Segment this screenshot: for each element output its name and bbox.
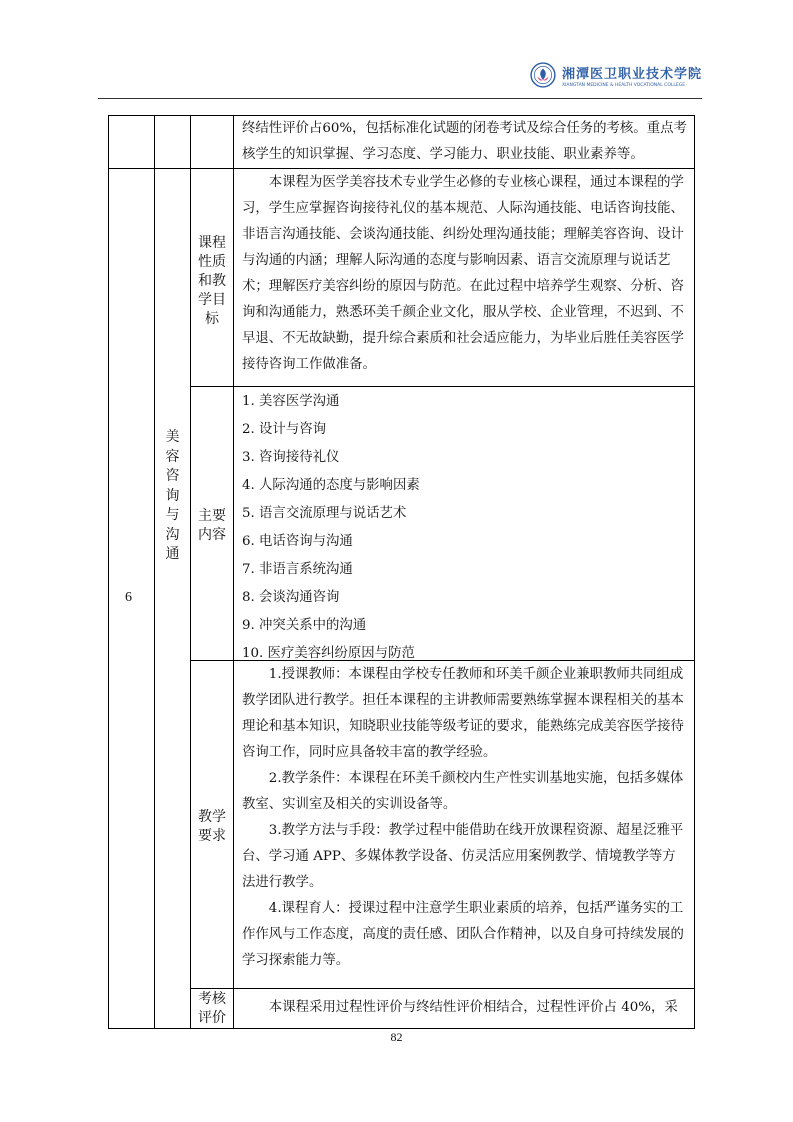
course-number: 6 [125,590,132,605]
requirements-paragraph: 4.课程育人：授课过程中注意学生职业素质的培养，包括严谨务实的工作作风与工作态度，高度的责任感、团队合作精神，以及自身可持续发展的学习探索能力等。 [242,901,684,968]
nature-label-line: 性质 [198,254,226,270]
evaluation-label-line: 考核 [198,991,226,1007]
nature-label-line: 课程 [198,235,226,251]
course-name-char: 沟 [165,526,180,543]
page-number: 82 [390,1030,403,1044]
requirements-label-line: 教学 [198,809,226,825]
nature-label-line: 标 [205,311,219,327]
list-item: 7. 非语言系统沟通 [242,562,353,577]
header-divider [98,98,702,99]
list-item: 6. 电话咨询与沟通 [242,534,353,549]
requirements-label-line: 要求 [198,828,226,844]
evaluation-label [190,990,234,1028]
nature-label [190,234,234,329]
content-label [190,507,234,545]
course-name-char: 咨 [165,468,180,484]
evaluation-text: 本课程采用过程性评价与终结性评价相结合，过程性评价占 40%，采 [268,1000,678,1015]
requirements-label [190,808,234,846]
school-name-cn: 湘潭医卫职业技术学院 [561,66,702,82]
list-item: 9. 冲突关系中的沟通 [242,618,367,633]
course-name-char: 通 [165,546,180,562]
table-cell-top-label [190,115,234,169]
course-name-cell [154,168,191,1029]
course-name-char: 与 [165,507,180,523]
course-name-char: 询 [165,487,180,504]
content-label-line: 内容 [198,527,226,543]
course-name [154,428,191,565]
nature-label-line: 和教 [198,273,226,289]
school-name-en: XIANGTAN MEDICINE & HEALTH VOCATIONAL COLLEGE [561,82,686,88]
requirements-paragraph: 2.教学条件：本课程在环美千颜校内生产性实训基地实施，包括多媒体教室、实训室及相关的实训设备等。 [242,771,684,812]
evaluation-label-line: 评价 [198,1010,226,1026]
list-item: 2. 设计与咨询 [242,422,326,437]
list-item: 5. 语言交流原理与说话艺术 [242,506,407,521]
nature-label-line: 学目 [198,292,226,308]
list-item: 10. 医疗美容纠纷原因与防范 [242,646,415,661]
list-item: 1. 美容医学沟通 [242,394,340,409]
table-cell-top-name [154,115,191,169]
requirements-paragraph: 1.授课教师：本课程由学校专任教师和环美千颜企业兼职教师共同组成教学团队进行教学。担任本课程的主讲教师需要熟练掌握本课程相关的基本理论和基本知识，知晓职业技能等级考证的要求，能熟练完成美容医学接待咨询工作，同时应具备较丰富的教学经验。 [242,667,684,760]
nature-text: 本课程为医学美容技术专业学生必修的专业核心课程，通过本课程的学习，学生应掌握咨询接待礼仪的基本规范、人际沟通技能、电话咨询技能、非语言沟通技能、会谈沟通技能、纠纷处理沟通技能；理解美容咨询、设计与沟通的内涵；理解人际沟通的态度与影响因素、语言交流原理与说话艺术；理解医疗美容纠纷的原因与防范。在此过程中培养学生观察、分析、咨询和沟通能力，熟悉环美千颜企业文化，服从学校、企业管理，不迟到、不早退、不无故缺勤，提升综合素质和社会适应能力，为毕业后胜任美容医学接待咨询工作做准备。 [242,175,684,372]
top-evaluation-text: 终结性评价占60%，包括标准化试题的闭卷考试及综合任务的考核。重点考核学生的知识掌握、学习态度、学习能力、职业技能、职业素养等。 [242,121,687,162]
course-name-char: 美 [165,429,180,445]
content-list [242,388,688,668]
school-logo [530,56,702,94]
list-item: 3. 咨询接待礼仪 [242,450,340,465]
requirements-paragraph: 3.教学方法与手段：教学过程中能借助在线开放课程资源、超星泛雅平台、学习通 APP、多媒体教学设备、仿灵活应用案例教学、情境教学等方法进行教学。 [242,823,684,890]
content-label-line: 主要 [198,508,226,524]
table-cell-top-num [108,115,155,169]
requirements-text [242,662,688,974]
list-item: 8. 会谈沟通咨询 [242,590,340,605]
course-name-char: 容 [165,448,180,465]
list-item: 4. 人际沟通的态度与影响因素 [242,478,420,493]
school-emblem-icon [530,57,556,93]
